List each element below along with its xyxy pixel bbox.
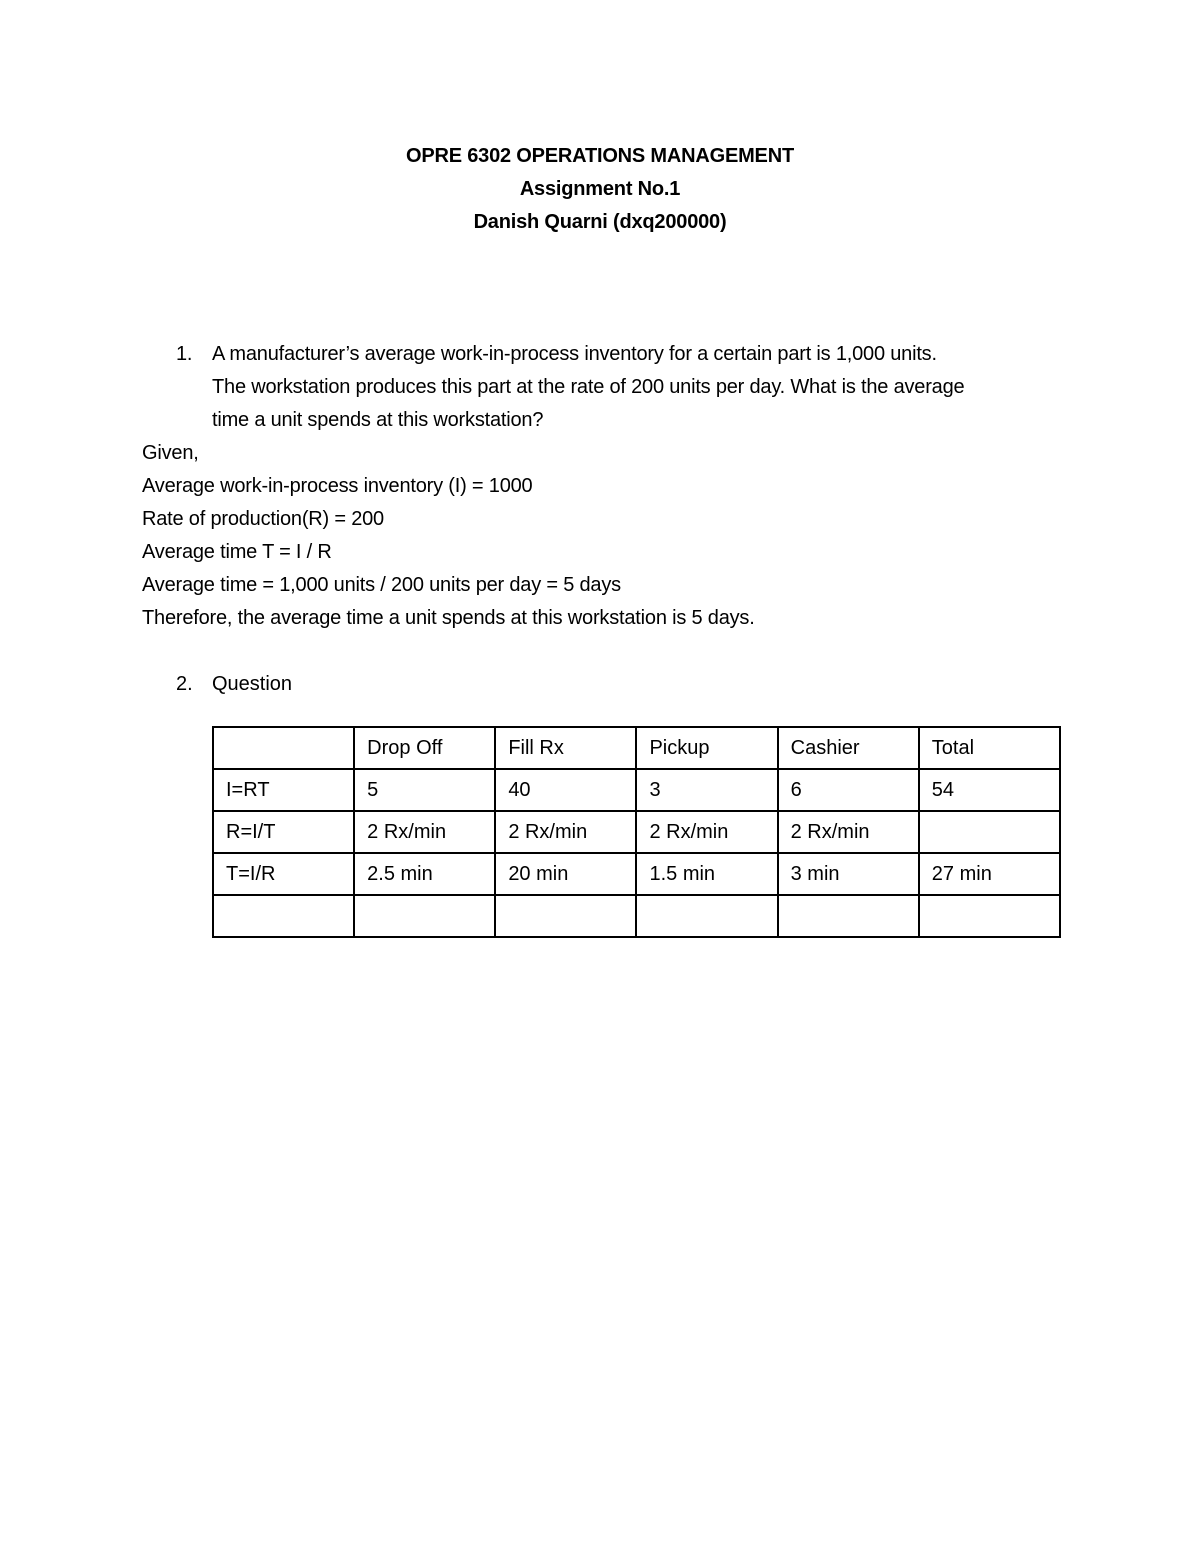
table-cell: 54 — [919, 769, 1060, 811]
table-cell: 3 — [636, 769, 777, 811]
table-cell — [636, 895, 777, 937]
table-cell: 2.5 min — [354, 853, 495, 895]
pharmacy-flow-table — [212, 726, 1061, 938]
table-cell: 6 — [778, 769, 919, 811]
question-1-line: The workstation produces this part at the rate of 200 units per day. What is the average — [212, 376, 965, 398]
table-cell: Drop Off — [354, 727, 495, 769]
table-cell: 40 — [495, 769, 636, 811]
table-cell: 20 min — [495, 853, 636, 895]
table-cell: 5 — [354, 769, 495, 811]
question-1-prompt — [142, 338, 1082, 437]
question-1-line: A manufacturer’s average work-in-process inventory for a certain part is 1,000 units. — [212, 343, 937, 365]
answer-line: Rate of production(R) = 200 — [142, 508, 384, 530]
table-cell: 2 Rx/min — [495, 811, 636, 853]
table-row — [213, 895, 1060, 937]
table-cell — [213, 895, 354, 937]
answer-line: Average time T = I / R — [142, 541, 332, 563]
table-cell: R=I/T — [213, 811, 354, 853]
course-title: OPRE 6302 OPERATIONS MANAGEMENT — [406, 145, 794, 167]
document-header — [0, 140, 1200, 239]
table-cell: 2 Rx/min — [778, 811, 919, 853]
question-1-line: time a unit spends at this workstation? — [212, 409, 544, 431]
table-cell — [213, 727, 354, 769]
table-cell: I=RT — [213, 769, 354, 811]
table-cell: 27 min — [919, 853, 1060, 895]
table-cell — [778, 895, 919, 937]
question-2-label: Question — [212, 673, 293, 695]
table-cell: 2 Rx/min — [354, 811, 495, 853]
table-row — [213, 769, 1060, 811]
answer-1 — [142, 437, 1082, 635]
question-1-number: 1. — [176, 343, 193, 365]
table-cell: 3 min — [778, 853, 919, 895]
table-row — [213, 727, 1060, 769]
question-1 — [142, 338, 1082, 635]
answer-line: Average time = 1,000 units / 200 units per day = 5 days — [142, 574, 621, 596]
answer-line: Therefore, the average time a unit spends at this workstation is 5 days. — [142, 607, 755, 629]
table-cell: Cashier — [778, 727, 919, 769]
table-cell — [354, 895, 495, 937]
table-cell: Fill Rx — [495, 727, 636, 769]
table-cell — [495, 895, 636, 937]
question-2 — [142, 668, 292, 701]
question-2-number: 2. — [176, 673, 193, 695]
table-cell: Pickup — [636, 727, 777, 769]
assignment-title: Assignment No.1 — [519, 178, 681, 200]
author-name: Danish Quarni (dxq200000) — [473, 211, 727, 233]
answer-line: Average work-in-process inventory (I) = 1000 — [142, 475, 533, 497]
table-row — [213, 853, 1060, 895]
table-cell: 1.5 min — [636, 853, 777, 895]
table-cell: T=I/R — [213, 853, 354, 895]
table-cell: 2 Rx/min — [636, 811, 777, 853]
table-row — [213, 811, 1060, 853]
table-cell: Total — [919, 727, 1060, 769]
table-cell — [919, 895, 1060, 937]
answer-line: Given, — [142, 442, 199, 464]
table-cell — [919, 811, 1060, 853]
